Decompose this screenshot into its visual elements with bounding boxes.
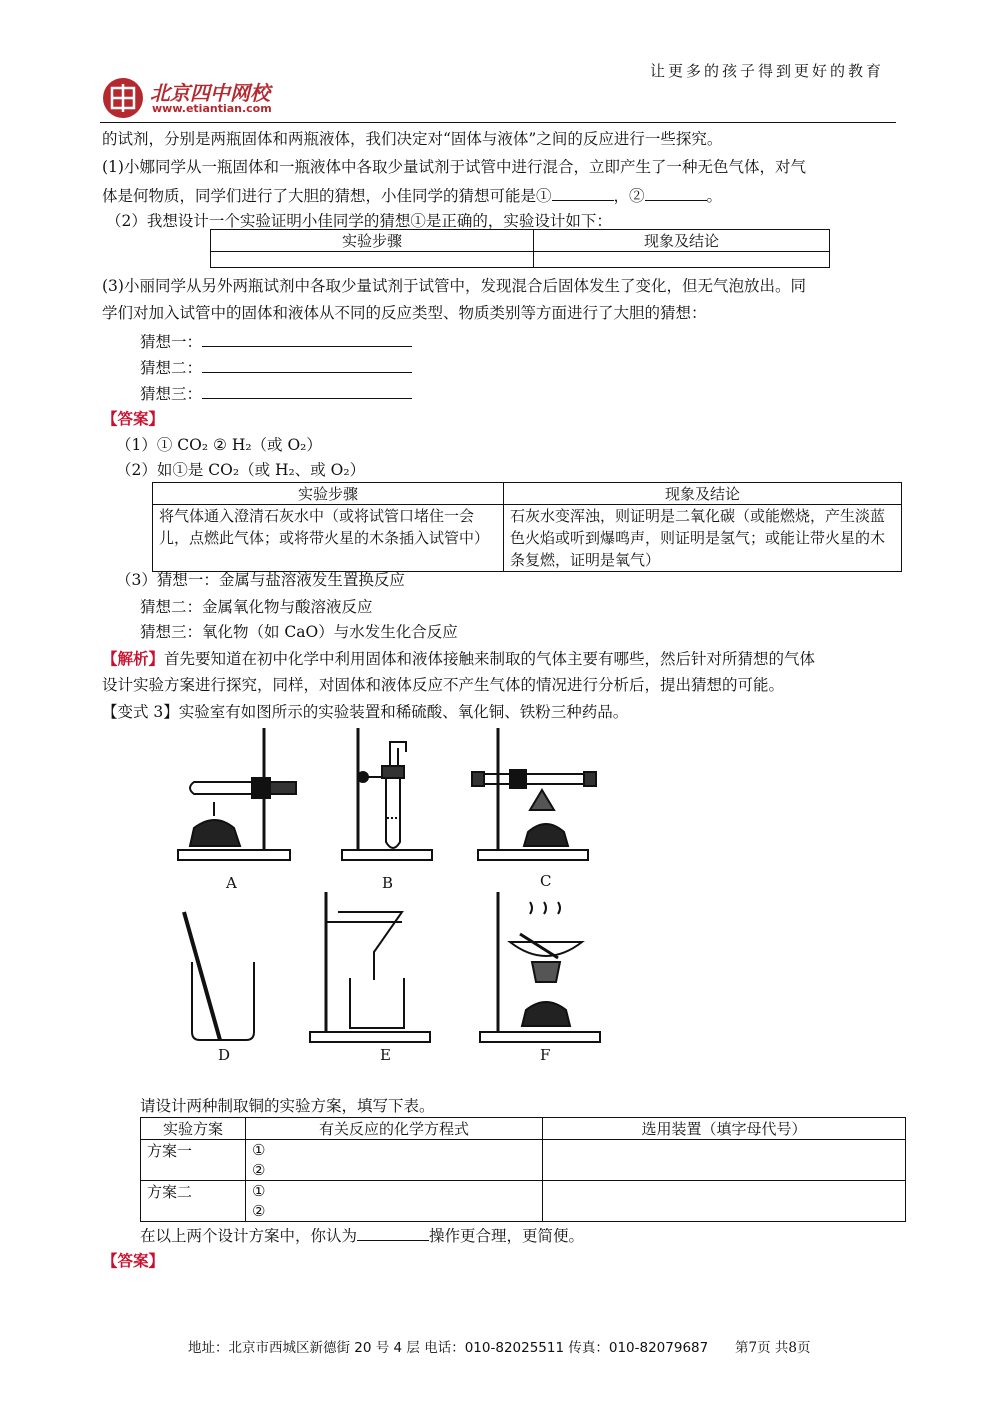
logo bbox=[100, 75, 300, 121]
t3-row1-apparatus[interactable] bbox=[543, 1140, 906, 1181]
analysis-line-2: 设计实验方案进行探究，同样，对固体和液体反应不产生气体的情况进行分析后，提出猜想的可能。 bbox=[102, 676, 785, 694]
logo-text: 北京四中网校 bbox=[150, 81, 270, 105]
question-1b-end: 。 bbox=[706, 187, 723, 205]
conclusion bbox=[140, 1224, 584, 1246]
question-1a: (1)小娜同学从一瓶固体和一瓶液体中各取少量试剂于试管中进行混合，立即产生了一种无色气体，对气 bbox=[102, 158, 806, 176]
label-b: B bbox=[382, 874, 394, 892]
label-d: D bbox=[218, 1046, 231, 1064]
t3-row1-name: 方案一 bbox=[141, 1140, 246, 1181]
paragraph-cont: 的试剂，分别是两瓶固体和两瓶液体，我们决定对“固体与液体”之间的反应进行一些探究。 bbox=[102, 130, 723, 148]
apparatus-c bbox=[472, 728, 596, 860]
blank-2[interactable] bbox=[645, 184, 707, 201]
t3-row2-name: 方案二 bbox=[141, 1181, 246, 1222]
t3-row2-equations[interactable] bbox=[246, 1181, 543, 1222]
t3-row2-item1: ① bbox=[252, 1182, 266, 1200]
t3-row2-item2: ② bbox=[252, 1202, 266, 1220]
analysis-line-1 bbox=[102, 649, 815, 669]
t3-header-equation: 有关反应的化学方程式 bbox=[246, 1118, 543, 1140]
answer-3-2: 猜想二：金属氧化物与酸溶液反应 bbox=[140, 598, 373, 616]
label-e: E bbox=[380, 1046, 391, 1064]
t3-header-scheme: 实验方案 bbox=[141, 1118, 246, 1140]
answer-3-3: 猜想三：氧化物（如 CaO）与水发生化合反应 bbox=[140, 623, 458, 641]
guess-2-label: 猜想二： bbox=[140, 359, 203, 377]
guess-2-blank[interactable] bbox=[202, 356, 412, 373]
apparatus-d bbox=[184, 912, 254, 1040]
t2-step: 将气体通入澄清石灰水中（或将试管口堵住一会儿，点燃此气体；或将带火星的木条插入试管中） bbox=[153, 505, 504, 572]
conclusion-text-a: 在以上两个设计方案中，你认为 bbox=[140, 1227, 358, 1245]
table-schemes bbox=[140, 1117, 906, 1222]
t1-header-step: 实验步骤 bbox=[211, 230, 534, 252]
question-1b bbox=[102, 184, 722, 206]
t2-header-result: 现象及结论 bbox=[504, 483, 902, 505]
t1-cell-result[interactable] bbox=[534, 252, 830, 268]
analysis-label: 【解析】 bbox=[102, 650, 165, 668]
apparatus-figure bbox=[160, 722, 620, 1072]
design-prompt: 请设计两种制取铜的实验方案，填写下表。 bbox=[140, 1097, 435, 1115]
t1-cell-step[interactable] bbox=[211, 252, 534, 268]
apparatus-b bbox=[342, 728, 432, 860]
logo-seal-icon bbox=[100, 75, 148, 121]
footer-address: 地址：北京市西城区新德街 20 号 4 层 电话：010-82025511 传真：010-82079687 bbox=[188, 1340, 709, 1356]
conclusion-blank[interactable] bbox=[357, 1224, 429, 1241]
question-3a: (3)小丽同学从另外两瓶试剂中各取少量试剂于试管中，发现混合后固体发生了变化，但无气泡放出。同 bbox=[102, 277, 806, 295]
t3-row1-item1: ① bbox=[252, 1141, 266, 1159]
guess-2 bbox=[140, 356, 412, 378]
label-a: A bbox=[226, 874, 237, 892]
t1-header-result: 现象及结论 bbox=[534, 230, 830, 252]
t3-row2-apparatus[interactable] bbox=[543, 1181, 906, 1222]
header-rule bbox=[100, 122, 896, 123]
guess-1 bbox=[140, 330, 412, 352]
blank-1[interactable] bbox=[552, 184, 614, 201]
question-1b-text: 体是何物质，同学们进行了大胆的猜想，小佳同学的猜想可能是① bbox=[102, 187, 552, 205]
guess-1-label: 猜想一： bbox=[140, 333, 203, 351]
variant-3: 【变式 3】实验室有如图所示的实验装置和稀硫酸、氧化铜、铁粉三种药品。 bbox=[102, 703, 629, 721]
question-1b-mid: ，② bbox=[613, 187, 645, 205]
answer-label-2: 【答案】 bbox=[102, 1252, 165, 1270]
answer-2: （2）如①是 CO₂（或 H₂、或 O₂） bbox=[116, 461, 366, 479]
t2-header-step: 实验步骤 bbox=[153, 483, 504, 505]
analysis-text-a: 首先要知道在初中化学中利用固体和液体接触来制取的气体主要有哪些，然后针对所猜想的气体 bbox=[164, 650, 816, 668]
footer-page: 第7页 共8页 bbox=[735, 1340, 811, 1356]
guess-3 bbox=[140, 382, 412, 404]
question-2: （2）我想设计一个实验证明小佳同学的猜想①是正确的，实验设计如下： bbox=[106, 212, 612, 230]
conclusion-text-b: 操作更合理，更简便。 bbox=[429, 1227, 585, 1245]
apparatus-a bbox=[178, 728, 296, 860]
logo-url[interactable]: www.etiantian.com bbox=[152, 102, 272, 115]
table-answer bbox=[152, 482, 902, 572]
apparatus-e bbox=[310, 892, 430, 1042]
guess-3-blank[interactable] bbox=[202, 382, 412, 399]
t2-result: 石灰水变浑浊，则证明是二氧化碳（或能燃烧，产生淡蓝色火焰或听到爆鸣声，则证明是氢气；或能让带火星的木条复燃，证明是氧气） bbox=[504, 505, 902, 572]
guess-1-blank[interactable] bbox=[202, 330, 412, 347]
label-f: F bbox=[540, 1046, 551, 1064]
t3-row1-item2: ② bbox=[252, 1161, 266, 1179]
question-3b: 学们对加入试管中的固体和液体从不同的反应类型、物质类别等方面进行了大胆的猜想： bbox=[102, 304, 707, 322]
t3-header-apparatus: 选用装置（填字母代号） bbox=[543, 1118, 906, 1140]
header-slogan: 让更多的孩子得到更好的教育 bbox=[650, 62, 885, 80]
answer-3-1: （3）猜想一：金属与盐溶液发生置换反应 bbox=[116, 571, 405, 589]
table-design-1 bbox=[210, 229, 830, 268]
t3-row1-equations[interactable] bbox=[246, 1140, 543, 1181]
apparatus-f bbox=[480, 892, 600, 1042]
label-c: C bbox=[540, 872, 552, 890]
answer-label: 【答案】 bbox=[102, 410, 165, 428]
guess-3-label: 猜想三： bbox=[140, 385, 203, 403]
answer-1: （1）① CO₂ ② H₂（或 O₂） bbox=[116, 436, 322, 454]
